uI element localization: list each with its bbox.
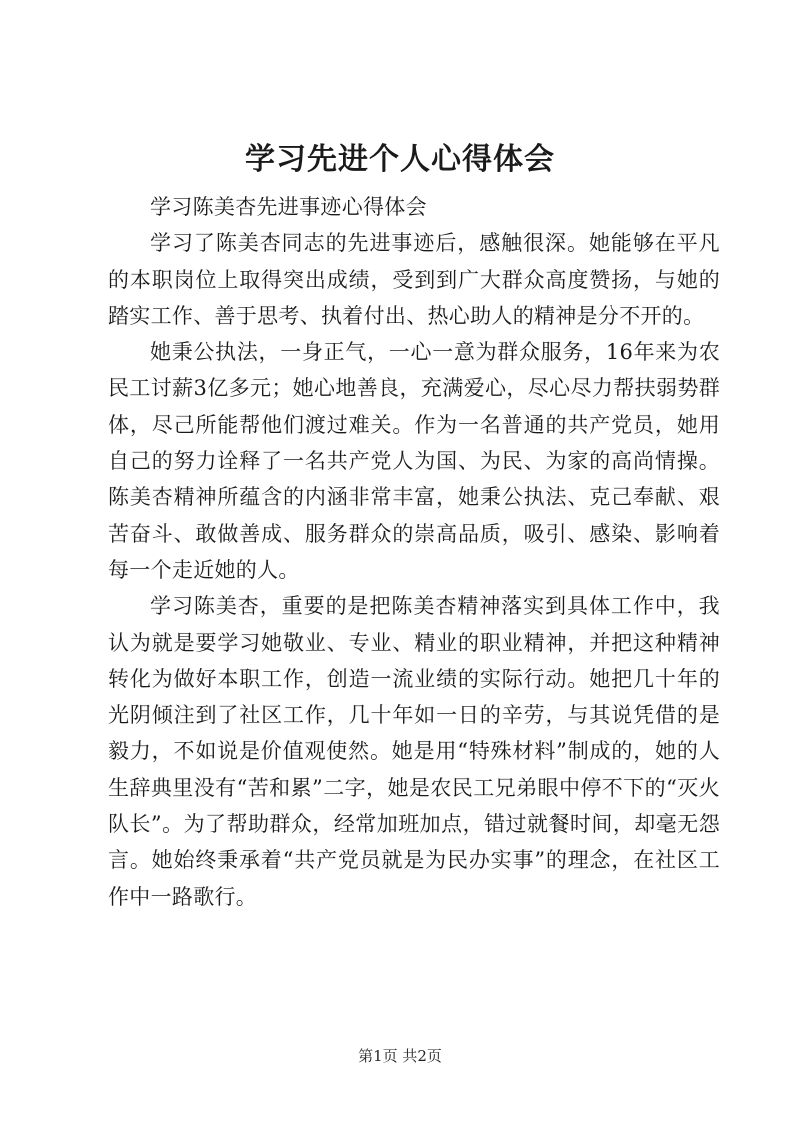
body-paragraph-3: 学习陈美杏，重要的是把陈美杏精神落实到具体工作中，我认为就是要学习她敬业、专业、精业的职业精神，并把这种精神转化为做好本职工作，创造一流业绩的实际行动。她把几十年的光阴倾注到了社区工作，几十年如一日的辛劳，与其说凭借的是毅力，不如说是价值观使然。她是用“特殊材料”制成的，她的人生辞典里没有“苦和累”二字，她是农民工兄弟眼中停不下的“灭火队长”。为了帮助群众，经常加班加点，错过就餐时间，却毫无怨言。她始终秉承着“共产党员就是为民办实事”的理念，在社区工作中一路歌行。	[108, 594, 720, 909]
body-paragraph-1: 学习了陈美杏同志的先进事迹后，感触很深。她能够在平凡的本职岗位上取得突出成绩，受到到广大群众高度赞扬，与她的踏实工作、善于思考、执着付出、热心助人的精神是分不开的。	[108, 231, 720, 328]
body-paragraph-2: 她秉公执法，一身正气，一心一意为群众服务，16年来为农民工讨薪3亿多元；她心地善良，充满爱心，尽心尽力帮扶弱势群体，尽己所能帮他们渡过难关。作为一名普通的共产党员，她用自己的努力诠释了一名共产党人为国、为民、为家的高尚情操。陈美杏精神所蕴含的内涵非常丰富，她秉公执法、克己奉献、艰苦奋斗、敢做善成、服务群众的崇高品质，吸引、感染、影响着每一个走近她的人。	[108, 340, 720, 582]
page-number-footer: 第1页 共2页	[358, 1047, 442, 1065]
document-title: 学习先进个人心得体会	[245, 142, 555, 177]
subtitle-paragraph: 学习陈美杏先进事迹心得体会	[150, 195, 427, 219]
document-body	[108, 189, 720, 915]
